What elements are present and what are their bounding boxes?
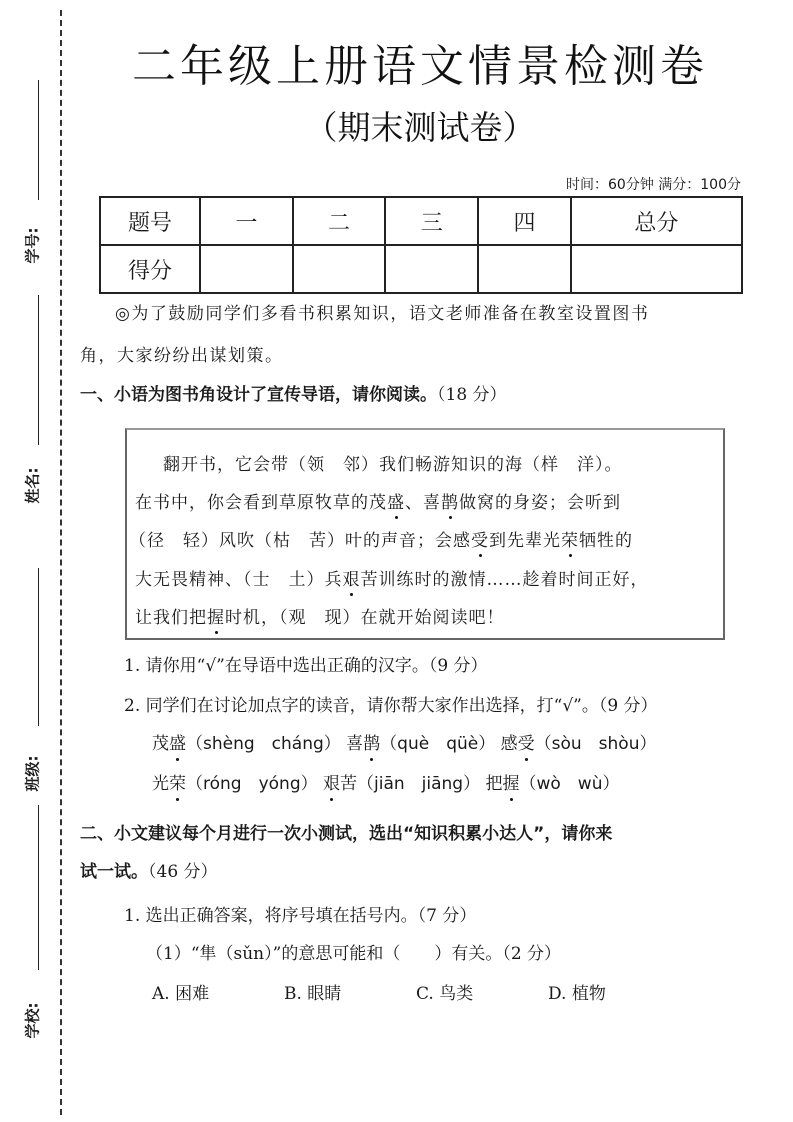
section2-heading-line-2: 试一试。（46 分） [80,862,218,882]
passage-line-4: 大无畏精神、（士 土）兵艰苦训练时的激情……趁着时间正好， [135,565,649,590]
pinyin-item[interactable]: 把握（wò wù） [485,774,620,794]
pinyin-row-2 [152,773,619,795]
pinyin-item[interactable]: 艰苦（jiān jiāng） [323,774,481,794]
header-cell: 三 [385,197,478,245]
option-d[interactable]: D. 植物 [548,984,606,1004]
school-line [38,805,39,970]
passage-line-3: （径 轻）风吹（枯 苦）叶的声音；会感受到先辈光荣牺牲的 [129,526,633,551]
header-cell: 二 [293,197,386,245]
section2-points: （46 分） [148,862,218,882]
score-cell[interactable] [200,245,293,293]
score-cell[interactable] [478,245,571,293]
exam-title: 二年级上册语文情景检测卷 [132,41,708,92]
school-field[interactable] [18,805,44,1040]
header-cell: 题号 [100,197,200,245]
passage-line-2: 在书中，你会看到草原牧草的茂盛、喜鹊做窝的身姿；会听到 [135,488,621,513]
student-number-label: 学号: [23,227,42,264]
header-cell: 总分 [571,197,742,245]
passage-line-5: 让我们把握时机，（观 现）在就开始阅读吧！ [135,603,505,628]
class-line [38,568,39,726]
dotted-char: 盛 [387,488,405,513]
intro-line-2: 角，大家纷纷出谋划策。 [80,346,284,366]
passage-line-1: 翻开书，它会带（领 邻）我们畅游知识的海（样 洋）。 [163,455,623,475]
pinyin-row-1 [152,733,656,755]
intro-line-1: ◎为了鼓励同学们多看书积累知识，语文老师准备在教室设置图书 [115,304,650,324]
score-cell[interactable] [293,245,386,293]
reading-passage-box [125,428,725,640]
header-cell: 四 [478,197,571,245]
option-c[interactable]: C. 鸟类 [416,984,474,1004]
section2-question-1: 1. 选出正确答案，将序号填在括号内。（7 分） [124,906,477,926]
score-table [99,196,743,294]
pinyin-item[interactable]: 茂盛（shèng cháng） [152,734,341,754]
option-b[interactable]: B. 眼睛 [284,984,342,1004]
dotted-char: 鹊 [441,488,459,513]
section1-question-2: 2. 同学们在讨论加点字的读音，请你帮大家作出选择，打“√”。（9 分） [124,696,658,716]
header-cell: 一 [200,197,293,245]
score-cell[interactable] [571,245,742,293]
name-label: 姓名: [23,467,42,504]
pinyin-item[interactable]: 喜鹊（què qüè） [346,734,496,754]
score-table-header-row [100,197,742,245]
section2-question-1-1: （1）“隼（sǔn）”的意思可能和（ ）有关。（2 分） [146,944,562,964]
section1-points: （18 分） [437,385,507,405]
score-cell[interactable] [385,245,478,293]
section2-heading-line-1: 二、小文建议每个月进行一次小测试，选出“知识积累小达人”，请你来 [80,824,613,844]
score-table-score-row [100,245,742,293]
section1-heading [80,384,507,406]
option-a[interactable]: A. 困难 [152,984,210,1004]
dotted-char: 荣 [561,526,579,551]
section1-question-1: 1. 请你用“√”在导语中选出正确的汉字。（9 分） [124,656,488,676]
class-label: 班级: [23,755,42,792]
pinyin-item[interactable]: 光荣（róng yóng） [152,774,318,794]
dotted-char: 受 [471,526,489,551]
name-line [38,295,39,445]
binding-dashed-line [60,10,62,1115]
student-number-line [38,80,39,200]
pinyin-item[interactable]: 感受（sòu shòu） [500,734,657,754]
exam-subtitle: （期末测试卷） [304,108,536,147]
student-number-field[interactable] [18,80,44,270]
section1-heading-text: 一、小语为图书角设计了宣传导语，请你阅读。 [80,385,437,405]
time-info: 时间：60分钟 满分：100分 [566,177,741,193]
score-label-cell: 得分 [100,245,200,293]
answer-options [152,983,680,1005]
name-field[interactable] [18,295,44,505]
dotted-char: 握 [207,603,225,628]
dotted-char: 艰 [343,565,361,590]
class-field[interactable] [18,568,44,792]
school-label: 学校: [23,1002,42,1039]
